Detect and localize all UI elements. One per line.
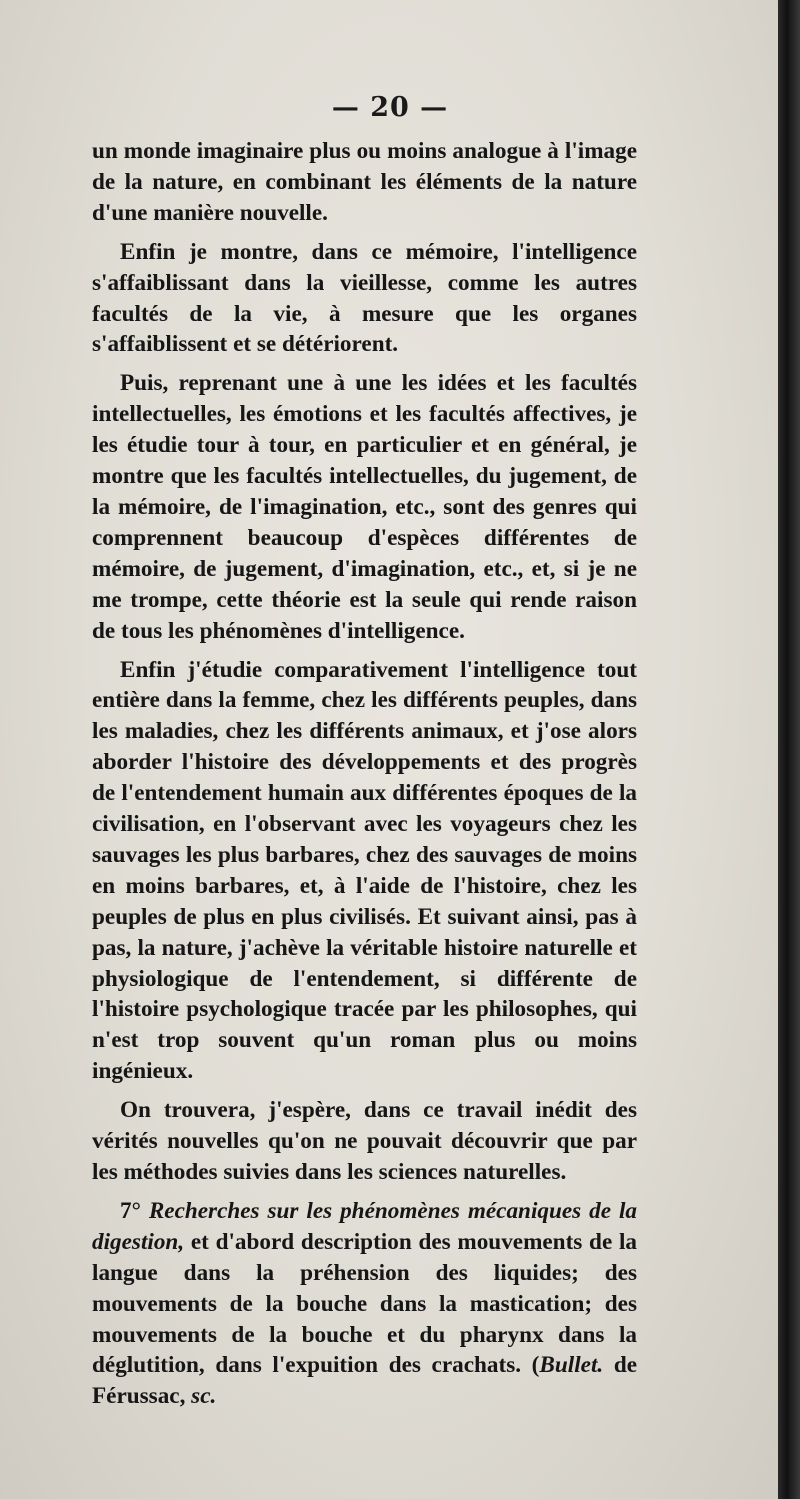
item-7-number: 7° [120,1197,141,1224]
paragraph-1: un monde imaginaire plus ou moins analogue à l'image de la nature, en combinant les éléments de la nature d'une manière nouvelle. [92,138,637,226]
paragraph-3: Puis, reprenant une à une les idées et les facultés intellectuelles, les émotions et les facultés affectives, je les étudie tour à tour, en particulier et en général, je montre que les facultés intellectuelles, du jugement, de la mémoire, de l'imagination, etc., sont des genres qui comprennent beaucoup d'espèces différentes de mémoire, de jugement, d'imagination, etc., et, si je ne me trompe, cette théorie est la seule qui rende raison de tous les phénomènes d'intelligence. [92,370,637,644]
item-7-ref-section: sc. [191,1383,217,1410]
item-7-paragraph [92,1196,637,1412]
page-body-text [92,136,637,1420]
book-edge-shadow [778,0,800,1499]
paragraph-5: On trouvera, j'espère, dans ce travail inédit des vérités nouvelles qu'on ne pouvait découvrir que par les méthodes suivies dans les sciences naturelles. [92,1097,637,1185]
paragraph-4: Enfin j'étudie comparativement l'intelligence tout entière dans la femme, chez les différents peuples, dans les maladies, chez les différents animaux, et j'ose alors aborder l'histoire des développements et des progrès de l'entendement humain aux différentes époques de la civilisation, en l'observant avec les voyageurs chez les sauvages les plus barbares, chez des sauvages de moins en moins barbares, et, à l'aide de l'histoire, chez les peuples de plus en plus civilisés. Et suivant ainsi, pas à pas, la nature, j'achève la véritable histoire naturelle et physiologique de l'entendement, si différente de l'histoire psychologique tracée par les philosophes, qui n'est trop souvent qu'un roman plus ou moins ingénieux. [92,656,637,1085]
item-7-title: Recherches sur les phénomènes mécaniques de la digestion, [92,1197,637,1255]
page-number-header: — 20 — [331,92,449,123]
item-7-ref-journal: Bullet. [539,1352,604,1379]
item-7-ref-rest: de Férussac, [92,1352,638,1410]
paragraph-2: Enfin je montre, dans ce mémoire, l'intelligence s'affaiblissant dans la vieillesse, comme les autres facultés de la vie, à mesure que les organes s'affaiblissent et se détériorent. [92,238,637,358]
item-7-body: et d'abord description des mouvements de la langue dans la préhension des liquides; des mouvements de la bouche dans la mastication; des mouvements de la bouche et du pharynx dans la déglutition, dans l'expuition des crachats. ( [92,1228,637,1379]
